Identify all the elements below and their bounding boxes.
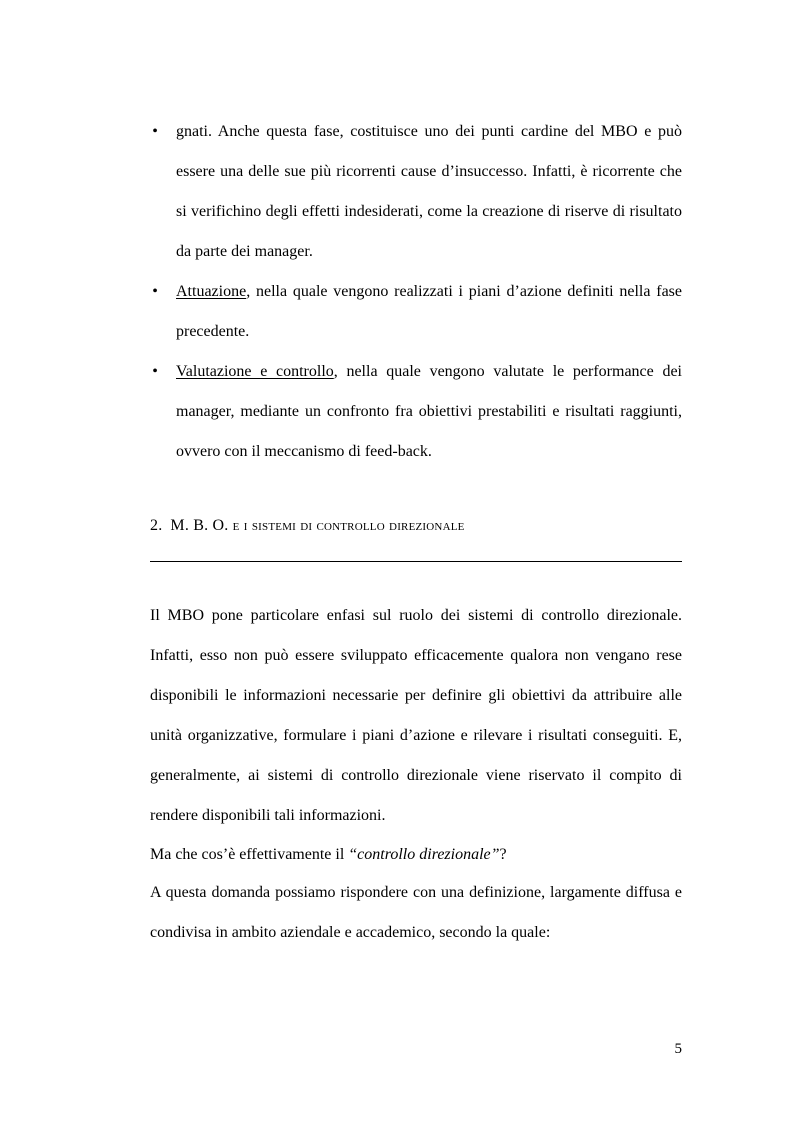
list-item [150,272,682,352]
body-text [150,596,682,953]
page-number: 5 [674,1041,682,1057]
phase-bullet-list [150,112,682,472]
section-title-rest: e i sistemi di controllo direzionale [228,517,465,534]
bullet-icon: • [152,363,158,380]
section-heading [150,512,682,540]
bullet-text: , nella quale vengono realizzati i piani d’azione definiti nella fase precedente. [176,283,682,340]
section-title-main: M. B. O. [170,517,229,534]
list-item [150,112,682,272]
question-text: Ma che cos’è effettivamente il [150,846,349,863]
bullet-text: , nella quale vengono valutate le performance dei manager, mediante un confronto fra obiettivi prestabiliti e risultati raggiunti, ovvero con il meccanismo di feed-back. [176,363,682,460]
bullet-lead-term: Attuazione [176,283,247,300]
question-mark: ? [499,846,507,863]
section-number: 2. [150,517,163,534]
section-divider [150,561,682,562]
bullet-text: gnati. Anche questa fase, costituisce uno dei punti cardine del MBO e può essere una delle sue più ricorrenti cause d’insuccesso. Infatti, è ricorrente che si verifichino degli effetti indesiderati, come la creazione di riserve di risultato da parte dei manager. [176,123,682,260]
paragraph: A questa domanda possiamo rispondere con una definizione, largamente diffusa e condivisa in ambito aziendale e accademico, secondo la quale: [150,884,682,941]
question-paragraph [150,836,682,873]
question-emphasis: “controllo direzionale” [348,846,500,863]
bullet-icon: • [152,123,158,140]
list-item [150,352,682,472]
bullet-lead-term: Valutazione e controllo [176,363,334,380]
paragraph: Il MBO pone particolare enfasi sul ruolo dei sistemi di controllo direzionale. Infatti, esso non può essere sviluppato efficacemente qualora non vengano rese disponibili le informazioni necessarie per definire gli obiettivi da attribuire alle unità organizzative, formulare i piani d’azione e rilevare i risultati conseguiti. E, generalmente, ai sistemi di controllo direzionale viene riservato il compito di rendere disponibili tali informazioni. [150,607,682,824]
bullet-icon: • [152,283,158,300]
